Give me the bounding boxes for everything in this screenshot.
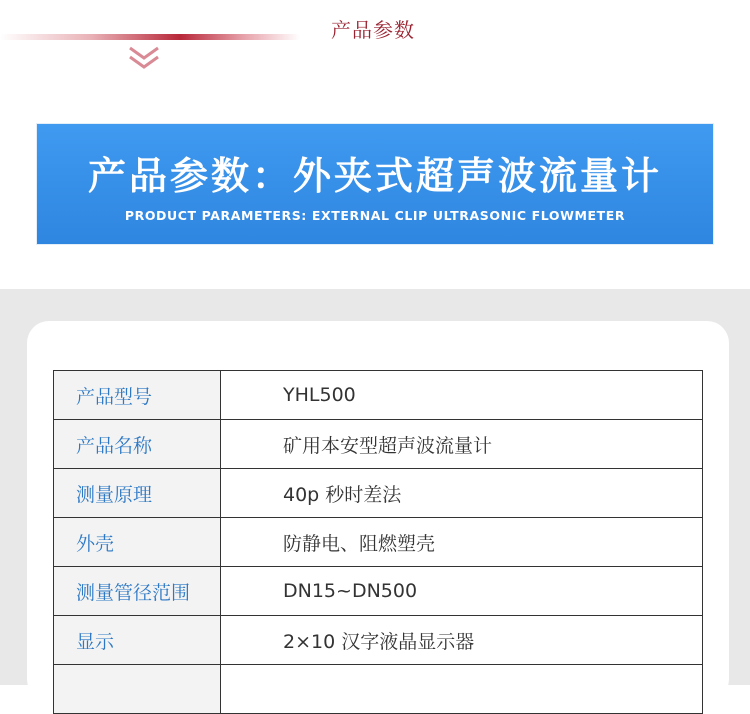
spec-label: 测量管径范围 <box>54 567 221 616</box>
spec-value: 防静电、阻燃塑壳 <box>221 518 703 567</box>
spec-value <box>221 665 703 714</box>
table-row <box>54 371 703 420</box>
section-title: 产品参数 <box>331 18 415 42</box>
spec-value: 矿用本安型超声波流量计 <box>221 420 703 469</box>
spec-label: 测量原理 <box>54 469 221 518</box>
table-row <box>54 420 703 469</box>
spec-label: 产品名称 <box>54 420 221 469</box>
banner-title: 产品参数：外夹式超声波流量计 <box>87 154 662 198</box>
table-row <box>54 469 703 518</box>
double-chevron-down-icon <box>126 44 162 72</box>
spec-value: 40p 秒时差法 <box>221 469 703 518</box>
spec-label <box>54 665 221 714</box>
section-divider-line <box>0 34 300 40</box>
spec-label: 显示 <box>54 616 221 665</box>
table-row <box>54 518 703 567</box>
table-row <box>54 567 703 616</box>
spec-table <box>53 370 703 714</box>
spec-label: 外壳 <box>54 518 221 567</box>
table-row <box>54 665 703 714</box>
spec-value: YHL500 <box>221 371 703 420</box>
spec-value: DN15~DN500 <box>221 567 703 616</box>
spec-value: 2×10 汉字液晶显示器 <box>221 616 703 665</box>
spec-label: 产品型号 <box>54 371 221 420</box>
table-row <box>54 616 703 665</box>
product-banner <box>37 124 713 244</box>
banner-subtitle: PRODUCT PARAMETERS: EXTERNAL CLIP ULTRASONIC FLOWMETER <box>124 208 626 223</box>
